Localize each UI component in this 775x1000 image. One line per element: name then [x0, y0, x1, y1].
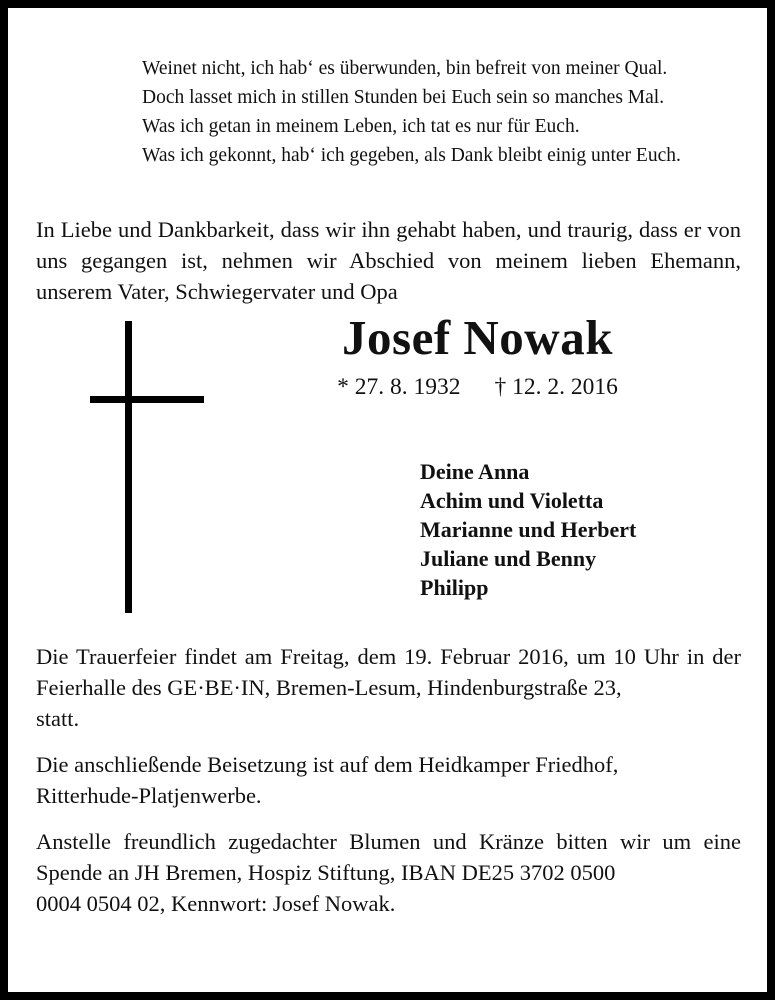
burial-text: Die anschließende Beisetzung ist auf dem Heidkamper Friedhof,	[36, 752, 619, 777]
introduction-relationship-line: Ehemann, unserem Vater, Schwiegervater und Opa	[36, 248, 741, 304]
survivor-line-3: Marianne und Herbert	[420, 517, 637, 542]
survivor-line-1: Deine Anna	[420, 459, 530, 484]
funeral-details	[30, 641, 745, 919]
poem-line-1: Weinet nicht, ich hab‘ es überwunden, bin befreit von meiner Qual.	[142, 58, 668, 79]
cross-horizontal-bar	[90, 396, 204, 403]
burial-paragraph	[36, 749, 741, 811]
memorial-poem	[30, 8, 745, 170]
death-date: † 12. 2. 2016	[494, 374, 618, 400]
burial-last-line: Ritterhude-Platjenwerbe.	[36, 783, 262, 808]
ceremony-paragraph	[36, 641, 741, 734]
donation-paragraph	[36, 826, 741, 919]
introduction-text: In Liebe und Dankbarkeit, dass wir ihn gehabt haben, und traurig, dass er von uns gegangen ist, nehmen wir Abschied von meinem lieben	[36, 217, 741, 273]
deceased-name-area	[210, 307, 745, 403]
life-dates	[210, 371, 745, 403]
poem-line-3: Was ich getan in meinem Leben, ich tat es nur für Euch.	[142, 116, 580, 137]
survivor-line-2: Achim und Violetta	[420, 488, 604, 513]
donation-last-line: 0004 0504 02, Kennwort: Josef Nowak.	[36, 891, 396, 916]
deceased-name: Josef Nowak	[342, 310, 613, 365]
poem-line-4: Was ich gekonnt, hab‘ ich gegeben, als Dank bleibt einig unter Euch.	[142, 145, 681, 166]
survivor-line-4: Juliane und Benny	[420, 546, 597, 571]
ceremony-text: Die Trauerfeier findet am Freitag, dem 19. Februar 2016, um 10 Uhr in der Feierhalle des GE·BE·IN, Bremen-Lesum, Hindenburgstraße 23,	[36, 644, 741, 700]
survivor-line-5: Philipp	[420, 575, 489, 600]
christian-cross-icon	[68, 321, 198, 621]
birth-date: * 27. 8. 1932	[337, 374, 461, 400]
cross-vertical-bar	[125, 321, 132, 613]
poem-line-2: Doch lasset mich in stillen Stunden bei Euch sein so manches Mal.	[142, 87, 665, 108]
donation-text: Anstelle freundlich zugedachter Blumen und Kränze bitten wir um eine Spende an JH Bremen, Hospiz Stiftung, IBAN DE25 3702 0500	[36, 829, 741, 885]
ceremony-last-line: statt.	[36, 706, 80, 731]
introduction-paragraph	[30, 214, 745, 307]
survivors-list	[420, 457, 636, 602]
memorial-center-block	[30, 307, 745, 637]
notice-inner	[8, 8, 767, 992]
